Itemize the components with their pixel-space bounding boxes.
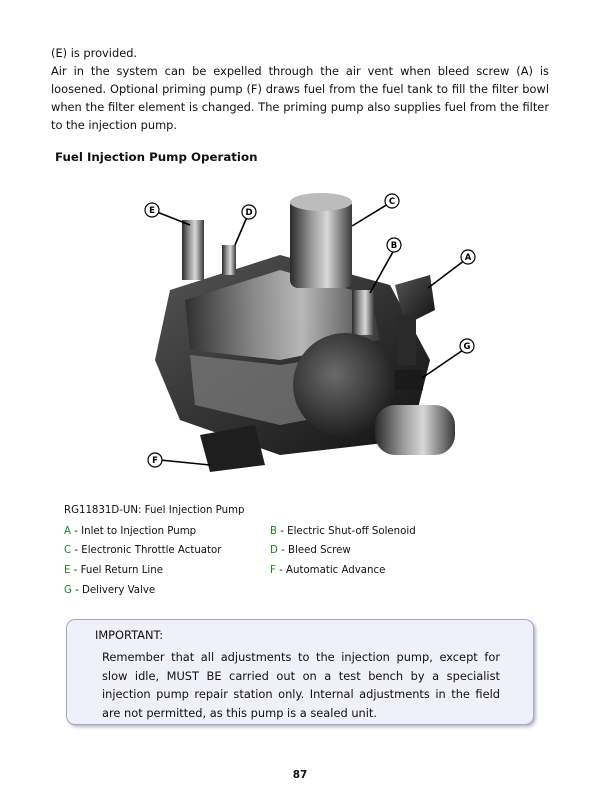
legend-item-c [64,545,221,556]
figure-caption: RG11831D-UN: Fuel Injection Pump [64,505,245,516]
legend-item-b [270,526,416,537]
section-heading: Fuel Injection Pump Operation [55,150,258,164]
legend-text: - Delivery Valve [71,585,156,596]
callout-label-e: E [149,206,155,216]
pump-illustration [130,190,480,480]
fuel-injection-pump-photo [130,190,480,480]
important-note-box [66,619,534,725]
legend-item-a [64,526,196,537]
callout-label-f: F [152,456,158,466]
callout-label-g: G [463,342,471,352]
legend-item-f [270,565,385,576]
fuel-return-line [182,220,204,280]
page-number: 87 [292,769,308,781]
legend-item-d [270,545,351,556]
callout-label-a: A [464,253,472,263]
legend-letter: A [64,526,71,537]
note-title: IMPORTANT: [95,628,164,642]
delivery-valve [395,370,423,390]
body-paragraph-2: Air in the system can be expelled through the air vent when bleed screw (A) is loosened. Optional priming pump (F) draws fuel from the fuel tank to fill the filter bowl when the filter element is changed. The priming pump also supplies fuel from the filter to the injection pump. [51,64,549,132]
bleed-screw [222,245,236,275]
legend-item-g [64,585,155,596]
legend-letter: D [270,545,278,556]
callout-label-d: D [245,208,253,218]
legend-text: - Bleed Screw [277,545,351,556]
legend-letter: E [64,565,71,576]
legend-text: - Fuel Return Line [70,565,163,576]
legend-item-e [64,565,163,576]
drive-shaft [375,405,455,455]
legend-text: - Electronic Throttle Actuator [71,545,222,556]
shutoff-solenoid [352,290,374,335]
actuator-top [290,193,352,211]
legend-text: - Automatic Advance [275,565,386,576]
legend-text: - Electric Shut-off Solenoid [277,526,416,537]
inlet-pipe [398,315,416,365]
callout-label-b: B [390,241,398,251]
callout-label-c: C [388,197,396,207]
legend-letter: B [270,526,277,537]
body-paragraph-1: (E) is provided. [51,46,138,60]
legend-text: - Inlet to Injection Pump [70,526,197,537]
note-body: Remember that all adjustments to the injection pump, except for slow idle, MUST BE carried out on a test bench by a specialist injection pump repair station only. Internal adjustments in the field are not permitted, as this pump is a sealed unit. [102,650,500,720]
legend-letter: C [64,545,72,556]
legend-letter: G [64,585,72,596]
throttle-actuator [290,198,352,288]
legend-letter: F [270,565,276,576]
